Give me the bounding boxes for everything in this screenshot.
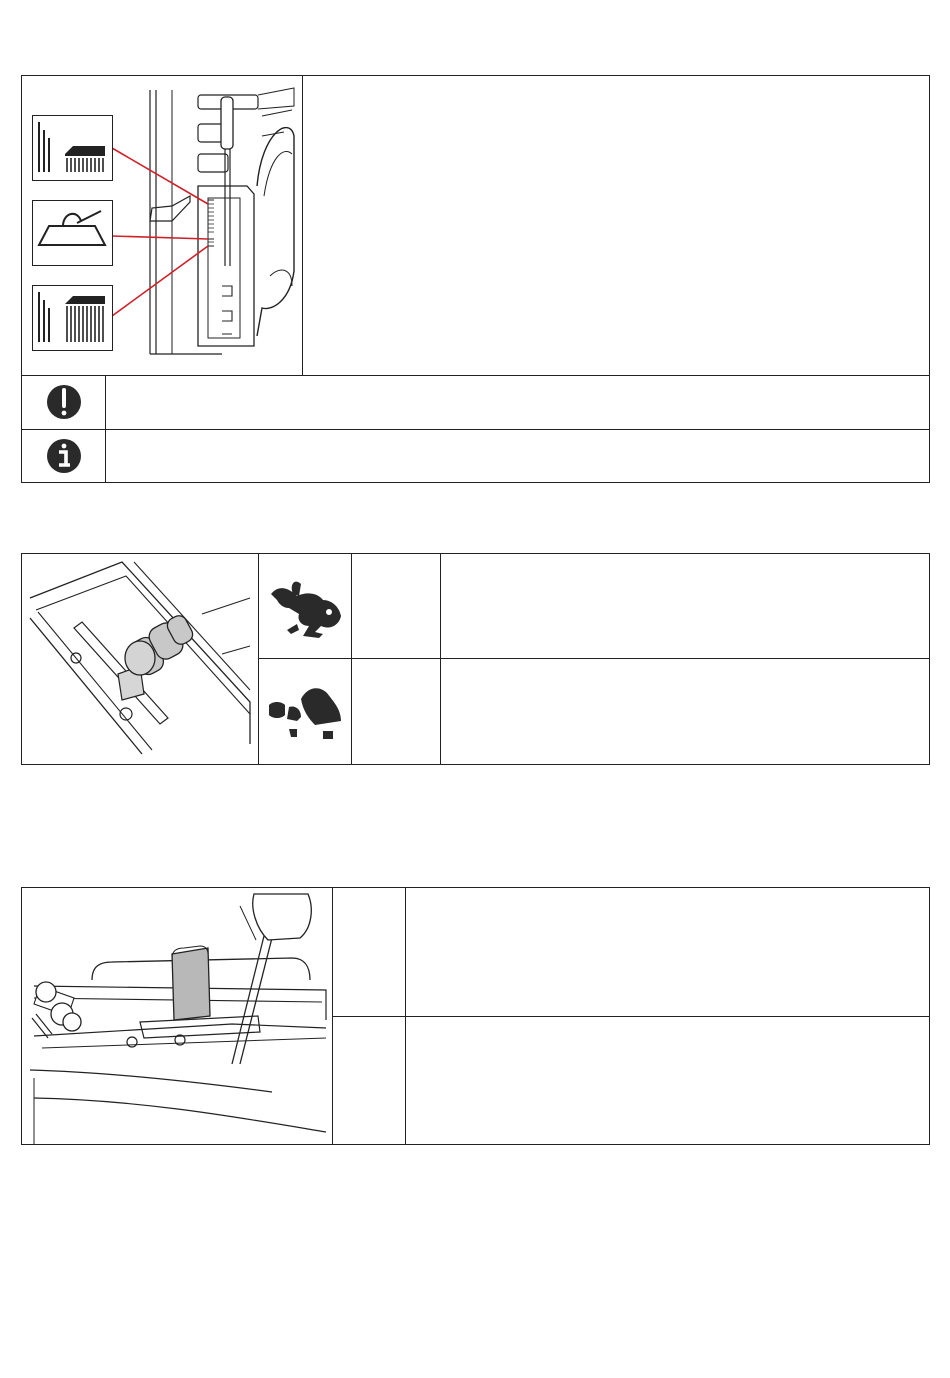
warning-icon-cell xyxy=(22,376,105,429)
turtle-icon xyxy=(259,659,351,764)
turtle-icon-cell xyxy=(259,659,351,764)
cutting-height-high-icon xyxy=(32,115,113,181)
transport-position-icon xyxy=(32,200,113,266)
info-icon-cell xyxy=(22,430,105,483)
info-circle-icon xyxy=(22,430,105,483)
blade-control-table xyxy=(21,887,930,1145)
cutting-height-table xyxy=(21,75,930,483)
rabbit-icon xyxy=(259,554,351,658)
cutting-height-lever-illustration xyxy=(22,76,302,375)
cutting-height-low-icon xyxy=(32,285,113,351)
throttle-illustration xyxy=(22,554,258,764)
rabbit-icon-cell xyxy=(259,554,351,658)
speed-control-table xyxy=(21,553,930,765)
exclamation-circle-icon xyxy=(22,376,105,429)
blade-lever-illustration xyxy=(22,888,332,1144)
